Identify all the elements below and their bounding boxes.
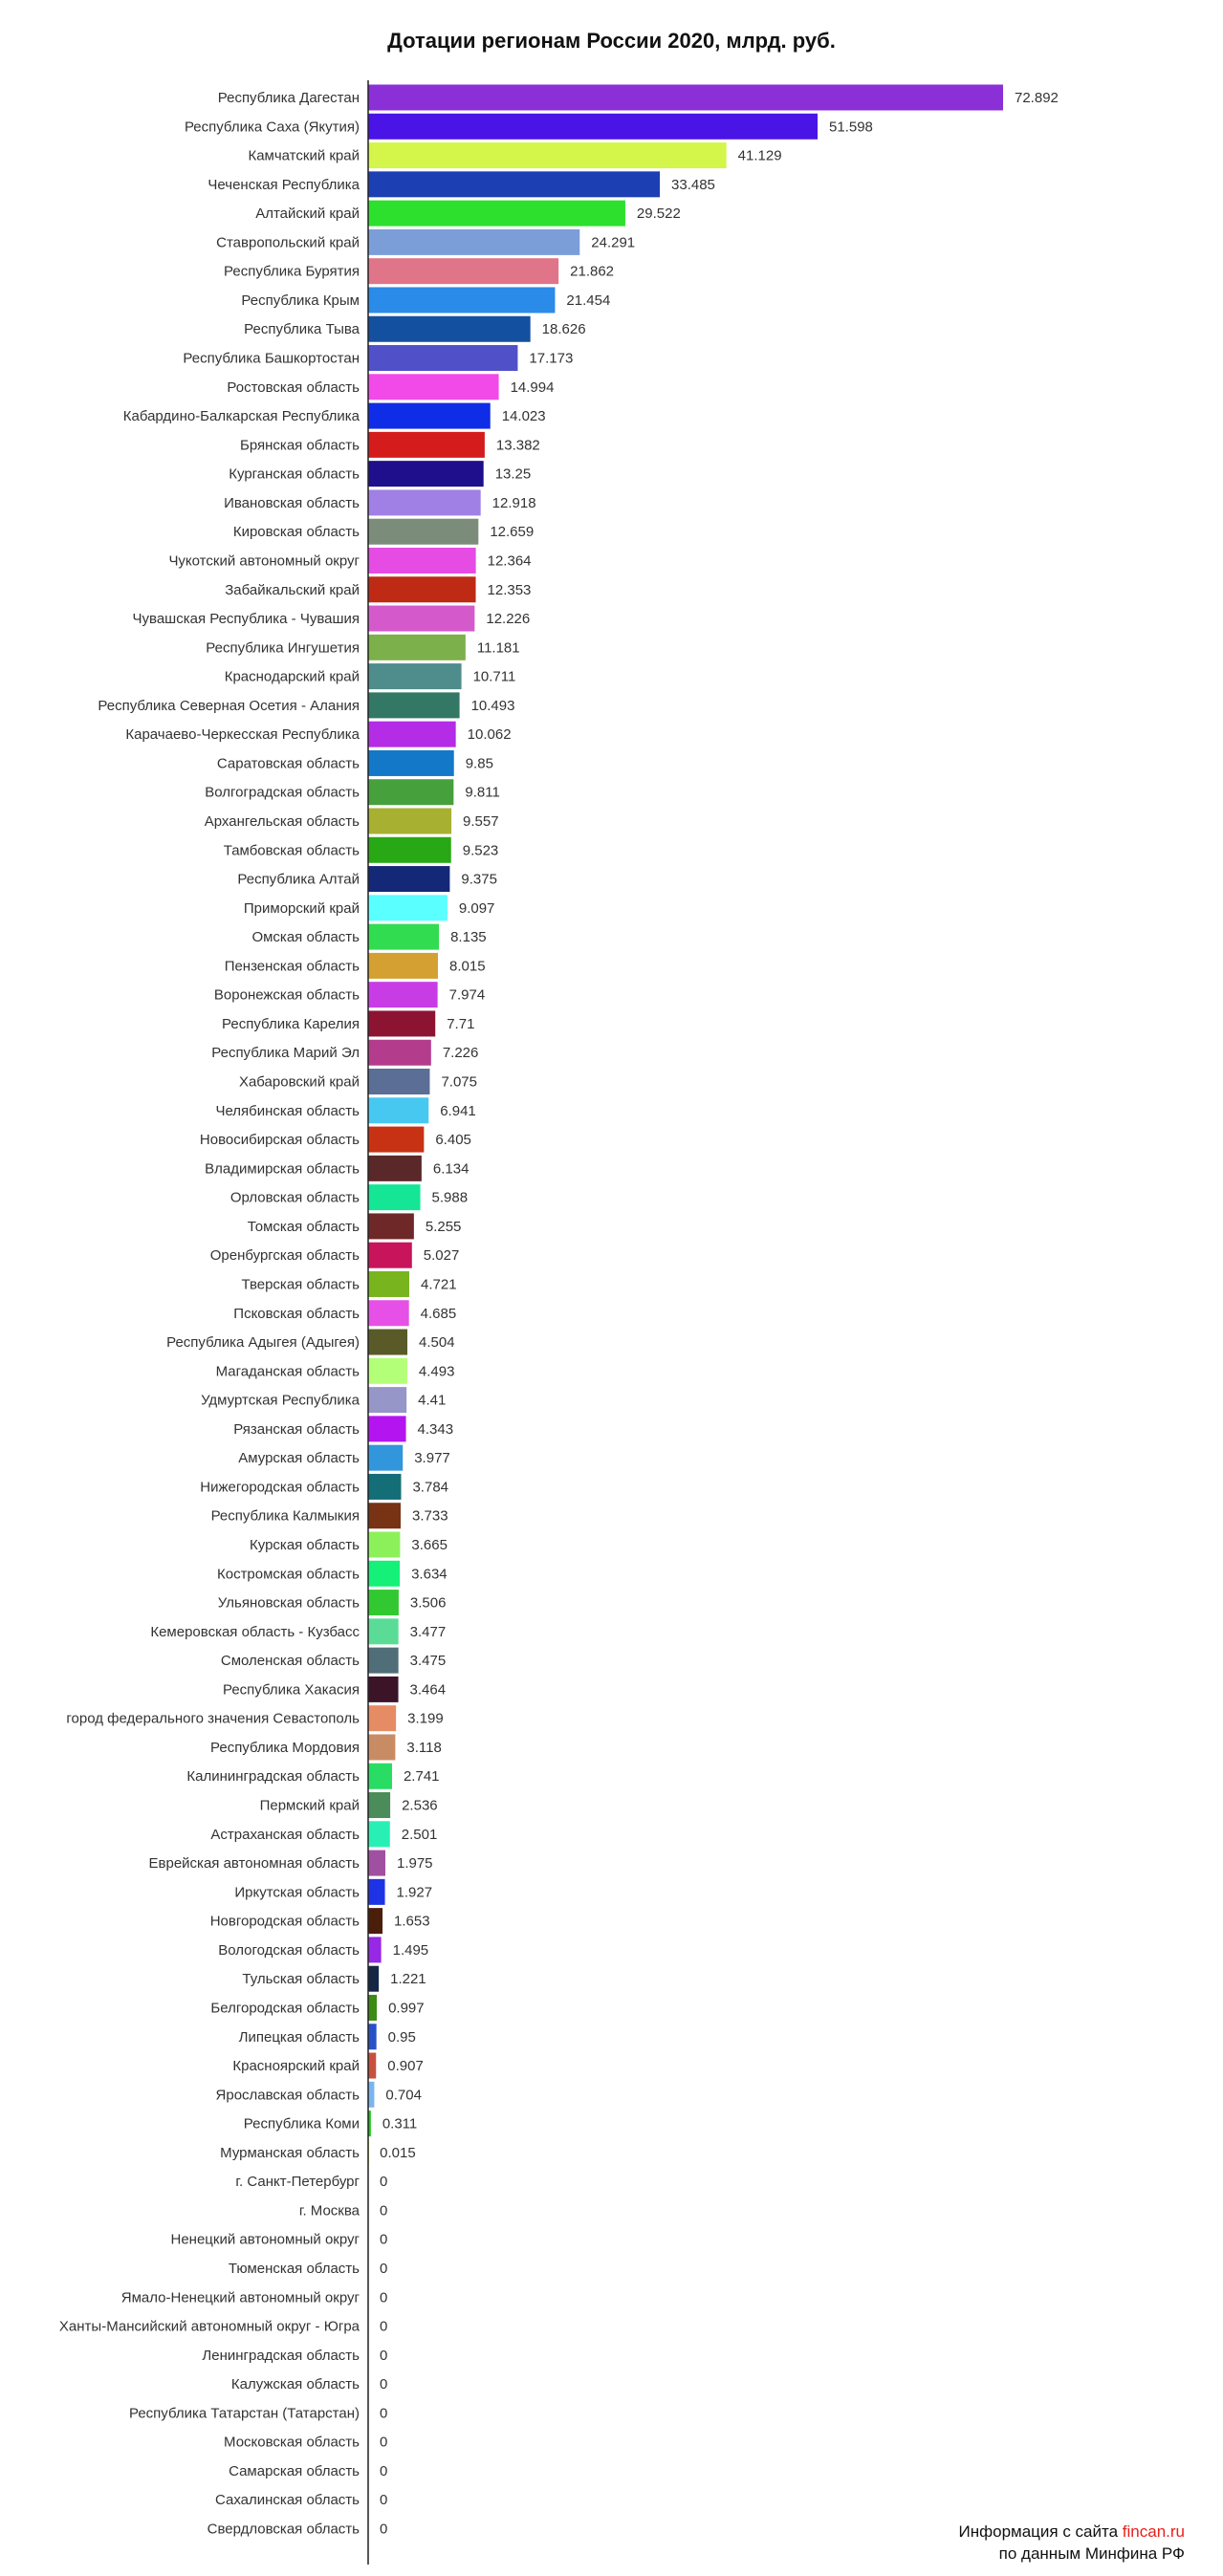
bar (368, 1358, 407, 1384)
value-label: 7.226 (442, 1045, 479, 1062)
category-label: Республика Марий Эл (211, 1045, 360, 1062)
value-label: 9.097 (458, 899, 495, 917)
value-label: 7.71 (447, 1015, 475, 1032)
bar (368, 85, 1003, 111)
bar (368, 1271, 409, 1297)
category-label: Республика Мордовия (210, 1739, 360, 1756)
category-label: Новгородская область (209, 1913, 360, 1930)
category-label: Ленинградская область (202, 2347, 360, 2364)
bar (368, 953, 438, 979)
bar (368, 1532, 400, 1558)
value-label: 0.704 (385, 2087, 422, 2104)
value-label: 0 (380, 2261, 388, 2277)
category-label: Республика Саха (Якутия) (184, 119, 360, 136)
category-label: Кемеровская область - Кузбасс (150, 1623, 360, 1640)
value-label: 13.382 (495, 437, 540, 454)
category-label: Свердловская область (207, 2521, 360, 2538)
value-label: 41.129 (737, 147, 782, 164)
value-label: 0.311 (382, 2115, 418, 2132)
value-label: 72.892 (1015, 90, 1059, 106)
category-label: Чувашская Республика - Чувашия (132, 611, 360, 628)
value-label: 1.653 (394, 1913, 430, 1930)
category-label: Республика Бурятия (224, 263, 360, 280)
category-label: Московская область (224, 2434, 360, 2451)
value-label: 7.075 (441, 1073, 477, 1091)
bar (368, 1010, 435, 1036)
category-label: Вологодская область (218, 1941, 360, 1959)
bar (368, 1127, 424, 1153)
bar (368, 287, 555, 313)
value-label: 0 (380, 2289, 388, 2306)
category-label: Ростовская область (227, 379, 360, 396)
bar (368, 201, 625, 227)
category-label: Республика Дагестан (217, 90, 360, 106)
value-label: 0 (380, 2521, 388, 2538)
bar (368, 635, 466, 660)
category-label: Республика Алтай (237, 871, 360, 888)
value-label: 6.405 (435, 1132, 471, 1149)
bar (368, 1156, 422, 1181)
value-label: 4.504 (419, 1334, 455, 1352)
category-label: Республика Башкортостан (183, 350, 360, 367)
value-label: 3.665 (411, 1537, 448, 1553)
category-label: Камчатский край (248, 147, 360, 164)
category-label: Ульяновская область (217, 1594, 360, 1612)
category-label: Удмуртская Республика (201, 1392, 360, 1409)
bar (368, 1330, 407, 1355)
bar (368, 895, 448, 920)
bar (368, 1879, 385, 1905)
category-label: Карачаево-Черкесская Республика (125, 726, 360, 744)
bar (368, 809, 451, 834)
value-label: 10.062 (467, 726, 512, 744)
category-label: Воронежская область (213, 986, 360, 1004)
value-label: 33.485 (671, 176, 715, 193)
value-label: 12.353 (487, 581, 532, 598)
bar (368, 750, 454, 776)
category-label: Магаданская область (215, 1363, 360, 1380)
value-label: 3.506 (409, 1594, 447, 1612)
category-label: Пермский край (259, 1797, 360, 1814)
category-label: Еврейская автономная область (148, 1855, 360, 1872)
category-label: Новосибирская область (199, 1132, 360, 1149)
bar (368, 1097, 428, 1123)
bar (368, 1648, 399, 1674)
category-label: г. Москва (298, 2202, 360, 2219)
category-label: Архангельская область (204, 813, 360, 830)
value-label: 4.493 (418, 1363, 455, 1380)
category-label: Ставропольский край (216, 234, 360, 251)
category-label: Калининградская область (186, 1768, 360, 1786)
value-label: 12.659 (490, 524, 535, 541)
bar (368, 374, 499, 400)
value-label: 7.974 (448, 986, 486, 1004)
category-label: Волгоградская область (205, 784, 360, 801)
bar (368, 1995, 377, 2021)
source-footer (959, 2521, 1185, 2565)
value-label: 0.015 (380, 2144, 416, 2161)
bar (368, 1764, 392, 1789)
bar (368, 1213, 414, 1239)
category-label: Красноярский край (232, 2058, 360, 2075)
bar (368, 1445, 403, 1471)
category-label: Мурманская область (220, 2144, 360, 2161)
category-label: Брянская область (240, 437, 360, 454)
category-label: Забайкальский край (225, 581, 360, 598)
category-label: Пензенская область (224, 958, 360, 975)
bar (368, 1184, 421, 1210)
category-label: Курганская область (229, 465, 360, 483)
value-label: 24.291 (591, 234, 636, 251)
bar (368, 1734, 395, 1760)
value-label: 0 (380, 2202, 388, 2219)
value-label: 12.918 (491, 494, 536, 511)
value-label: 0.907 (387, 2058, 424, 2075)
value-label: 2.501 (401, 1826, 438, 1843)
bar (368, 403, 491, 429)
value-label: 1.221 (390, 1971, 426, 1988)
category-label: Калужская область (230, 2376, 360, 2393)
bar (368, 489, 481, 515)
value-label: 4.41 (418, 1392, 447, 1409)
value-label: 9.557 (463, 813, 499, 830)
value-label: 6.941 (440, 1102, 476, 1119)
category-label: Ивановская область (224, 494, 360, 511)
value-label: 3.464 (409, 1681, 447, 1699)
value-label: 14.023 (501, 408, 546, 425)
info-prefix: Информация с сайта (958, 2522, 1123, 2541)
category-label: Амурская область (238, 1450, 360, 1467)
category-label: Кировская область (232, 524, 360, 541)
value-label: 6.134 (432, 1160, 470, 1178)
category-label: Республика Хакасия (222, 1681, 360, 1699)
bar (368, 1040, 431, 1066)
value-label: 0.95 (387, 2028, 416, 2046)
value-label: 3.475 (409, 1653, 447, 1670)
category-label: Ярославская область (215, 2087, 360, 2104)
category-label: Кабардино-Балкарская Республика (122, 408, 360, 425)
bar (368, 2082, 374, 2108)
category-label: город федерального значения Севастополь (66, 1710, 360, 1727)
bar (368, 1821, 390, 1847)
value-label: 9.811 (465, 784, 500, 801)
value-label: 0 (380, 2405, 388, 2422)
value-label: 3.199 (407, 1710, 444, 1727)
bar (368, 1851, 385, 1876)
bar (368, 114, 818, 140)
category-label: Тверская область (241, 1276, 360, 1293)
value-label: 11.181 (476, 639, 520, 657)
value-label: 0 (380, 2492, 388, 2509)
bar (368, 1069, 429, 1094)
bar (368, 171, 660, 197)
bar (368, 316, 531, 342)
info-line (959, 2521, 1185, 2543)
category-label: Саратовская область (216, 755, 360, 772)
category-label: Краснодарский край (224, 668, 360, 685)
value-label: 5.988 (431, 1189, 469, 1206)
category-label: Приморский край (243, 899, 360, 917)
category-label: Ханты-Мансийский автономный округ - Югра (58, 2318, 360, 2335)
category-label: Республика Крым (241, 292, 360, 309)
bar (368, 982, 438, 1007)
bar (368, 663, 462, 689)
value-label: 0 (380, 2462, 388, 2479)
site-link[interactable]: fincan.ru (1122, 2522, 1185, 2541)
bar (368, 1792, 390, 1818)
value-label: 8.015 (449, 958, 486, 975)
category-label: Чеченская Республика (207, 176, 360, 193)
value-label: 13.25 (494, 465, 532, 483)
value-label: 14.994 (510, 379, 555, 396)
category-label: Нижегородская область (200, 1479, 360, 1496)
bar (368, 1966, 379, 1992)
value-label: 3.977 (414, 1450, 450, 1467)
bar (368, 1300, 409, 1326)
bar (368, 1387, 406, 1413)
category-label: Тульская область (242, 1971, 360, 1988)
category-label: Республика Коми (243, 2115, 360, 2132)
chart-title: Дотации регионам России 2020, млрд. руб. (387, 29, 836, 53)
value-label: 0 (380, 2231, 388, 2248)
bar (368, 548, 476, 574)
value-label: 9.375 (461, 871, 497, 888)
bar (368, 924, 439, 950)
category-label: Республика Карелия (222, 1015, 360, 1032)
category-label: Псковская область (233, 1305, 360, 1322)
value-label: 9.523 (462, 842, 499, 859)
category-label: Чукотский автономный округ (168, 552, 360, 570)
category-label: Рязанская область (233, 1420, 360, 1438)
bar (368, 432, 485, 458)
value-label: 5.027 (423, 1247, 460, 1265)
value-label: 12.226 (486, 611, 531, 628)
value-label: 4.343 (417, 1420, 454, 1438)
value-label: 9.85 (465, 755, 493, 772)
bar (368, 1908, 382, 1934)
bar (368, 1474, 401, 1500)
bar (368, 1618, 399, 1644)
category-label: Республика Северная Осетия - Алания (98, 697, 360, 714)
category-label: Орловская область (229, 1189, 360, 1206)
value-label: 4.721 (421, 1276, 457, 1293)
value-label: 8.135 (450, 929, 487, 946)
bar (368, 519, 478, 545)
bar (368, 229, 579, 255)
category-label: Челябинская область (215, 1102, 360, 1119)
category-label: Республика Ингушетия (206, 639, 360, 657)
bar (368, 1705, 396, 1731)
category-label: Иркутская область (234, 1884, 360, 1901)
category-label: Алтайский край (255, 206, 360, 223)
value-label: 18.626 (541, 321, 586, 338)
value-label: 3.733 (412, 1507, 448, 1525)
bar (368, 1937, 382, 1962)
category-label: Курская область (250, 1537, 360, 1553)
value-label: 0 (380, 2434, 388, 2451)
value-label: 3.634 (411, 1566, 448, 1583)
category-label: Самарская область (229, 2462, 360, 2479)
category-label: Томская область (247, 1218, 360, 1235)
bar (368, 1243, 412, 1268)
value-label: 0.997 (388, 2000, 425, 2017)
value-label: 1.495 (392, 1941, 429, 1959)
bar (368, 576, 476, 602)
category-label: Республика Адыгея (Адыгея) (166, 1334, 360, 1352)
category-label: Хабаровский край (238, 1073, 360, 1091)
category-label: Сахалинская область (215, 2492, 360, 2509)
category-label: Ненецкий автономный округ (170, 2231, 360, 2248)
category-label: Тамбовская область (223, 842, 360, 859)
value-label: 1.975 (396, 1855, 433, 1872)
category-label: г. Санкт-Петербург (235, 2174, 360, 2191)
value-label: 0 (380, 2174, 388, 2191)
value-label: 4.685 (420, 1305, 457, 1322)
category-label: Белгородская область (210, 2000, 360, 2017)
bar (368, 1416, 406, 1441)
value-label: 21.862 (570, 263, 615, 280)
value-label: 0 (380, 2347, 388, 2364)
category-label: Республика Татарстан (Татарстан) (128, 2405, 360, 2422)
bar (368, 142, 727, 168)
category-label: Республика Тыва (244, 321, 360, 338)
value-label: 5.255 (425, 1218, 462, 1235)
value-label: 12.364 (487, 552, 532, 570)
category-label: Владимирская область (205, 1160, 360, 1178)
bar (368, 1677, 399, 1702)
value-label: 21.454 (566, 292, 611, 309)
category-label: Костромская область (216, 1566, 360, 1583)
value-label: 10.711 (472, 668, 516, 685)
bar (368, 461, 484, 487)
category-label: Смоленская область (220, 1653, 360, 1670)
bar (368, 1590, 399, 1615)
value-label: 17.173 (529, 350, 574, 367)
bar (368, 258, 558, 284)
value-label: 2.536 (402, 1797, 438, 1814)
value-label: 2.741 (403, 1768, 440, 1786)
category-label: Республика Калмыкия (210, 1507, 360, 1525)
category-label: Астраханская область (210, 1826, 360, 1843)
bar (368, 722, 456, 747)
source-line: по данным Минфина РФ (998, 2544, 1185, 2563)
value-label: 0 (380, 2318, 388, 2335)
category-label: Оренбургская область (209, 1247, 360, 1265)
bar (368, 1561, 400, 1587)
category-label: Ямало-Ненецкий автономный округ (120, 2289, 360, 2306)
bar (368, 345, 517, 371)
value-label: 3.784 (412, 1479, 449, 1496)
bar (368, 866, 449, 892)
value-label: 29.522 (636, 206, 681, 223)
value-label: 3.118 (406, 1739, 442, 1756)
category-label: Тюменская область (228, 2261, 360, 2277)
bar (368, 2024, 377, 2049)
value-label: 51.598 (829, 119, 873, 136)
value-label: 1.927 (396, 1884, 433, 1901)
bar (368, 779, 453, 805)
category-label: Омская область (251, 929, 360, 946)
bar (368, 692, 460, 718)
value-label: 0 (380, 2376, 388, 2393)
value-label: 3.477 (409, 1623, 447, 1640)
bar (368, 2053, 376, 2079)
category-label: Липецкая область (238, 2028, 360, 2046)
bar (368, 837, 451, 863)
bar (368, 606, 474, 632)
value-label: 10.493 (470, 697, 515, 714)
bar (368, 1503, 401, 1528)
